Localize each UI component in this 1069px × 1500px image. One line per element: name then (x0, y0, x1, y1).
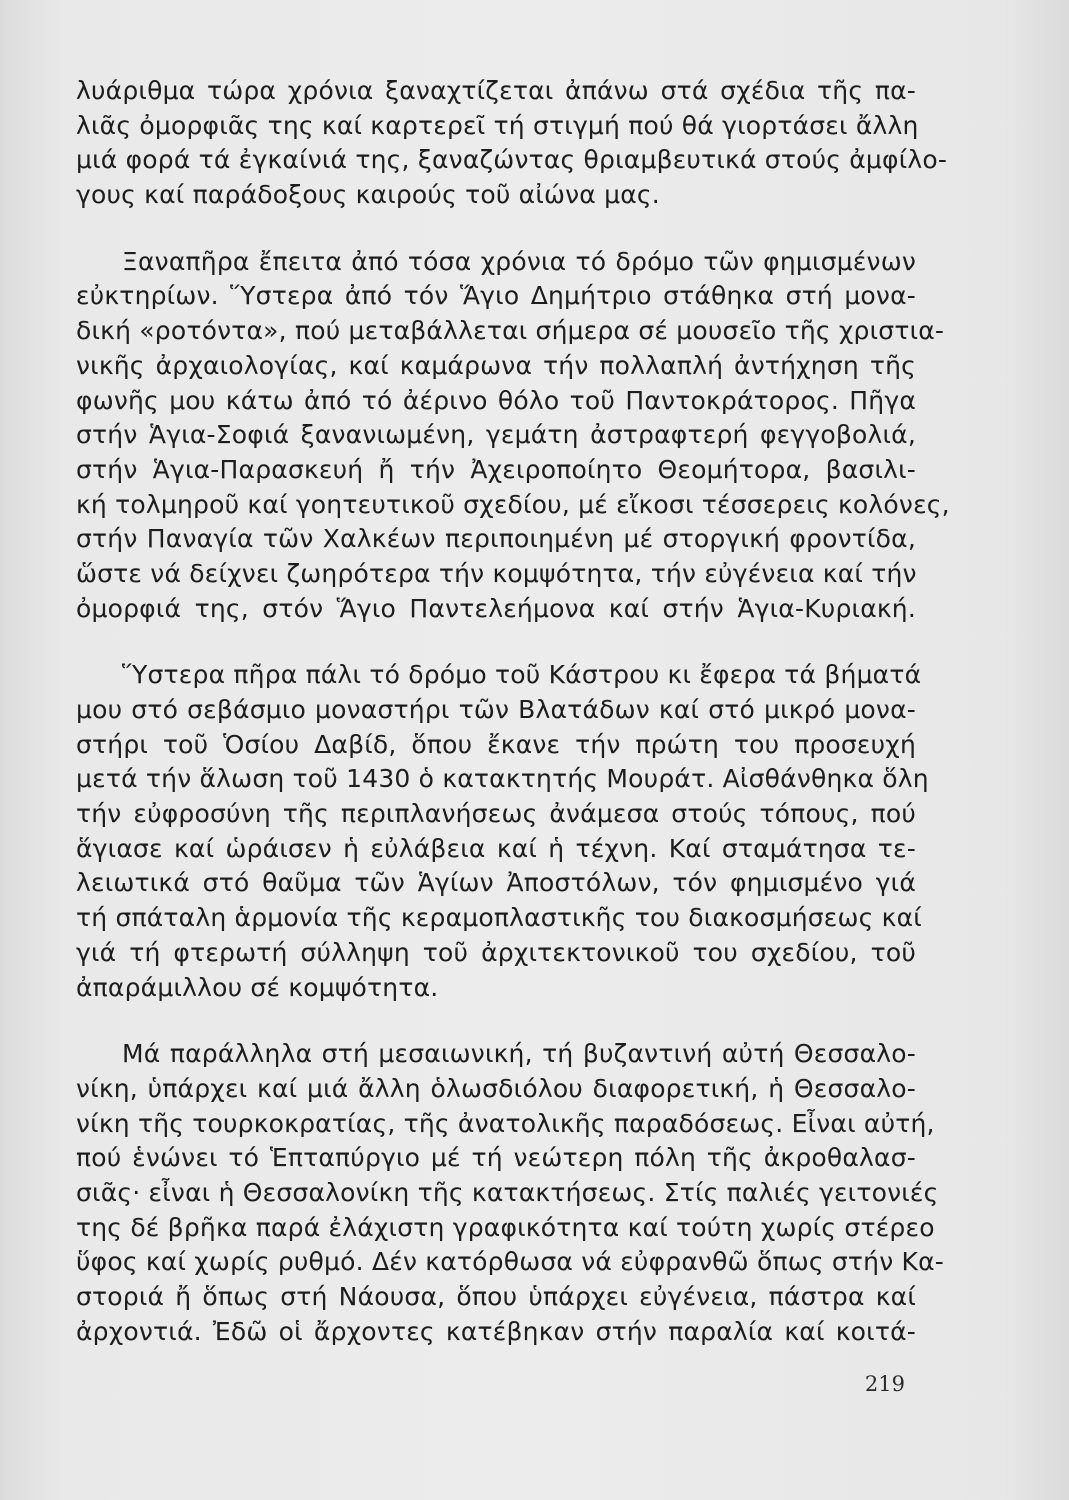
text-line: εὐκτηρίων. Ὕστερα ἀπό τόν Ἅγιο Δημήτριο στάθηκα στή μονα- (76, 281, 916, 311)
paragraph-3 (76, 658, 929, 1005)
text-line: νίκη τῆς τουρκοκρατίας, τῆς ἀνατολικῆς παραδόσεως. Εἶναι αὐτή, (76, 1108, 935, 1138)
text-line: ὀμορφιά της, στόν Ἅγιο Παντελεήμονα καί στήν Ἁγια-Κυριακή. (76, 593, 916, 623)
text-line: ἀπαράμιλλου σέ κομψότητα. (76, 972, 439, 1002)
paragraph-4 (76, 1037, 944, 1349)
text-line: ὥστε νά δείχνει ζωηρότερα τήν κομψότητα, τήν εὐγένεια καί τήν (76, 558, 917, 588)
text-line: στήρι τοῦ Ὁσίου Δαβίδ, ὅπου ἔκανε τήν πρώτη του προσευχή (76, 729, 916, 759)
text-line: νικῆς ἀρχαιολογίας, καί καμάρωνα τήν πολλαπλή ἀντήχηση τῆς (76, 350, 916, 380)
text-line: της δέ βρῆκα παρά ἐλάχιστη γραφικότητα καί τούτη χωρίς στέρεο (76, 1212, 935, 1242)
text-line: ἅγιασε καί ὡράισεν ἡ εὐλάβεια καί ἡ τέχνη. Καί σταμάτησα τε- (76, 833, 916, 863)
text-line: μετά τήν ἅλωση τοῦ 1430 ὁ κατακτητής Μουράτ. Αἰσθάνθηκα ὅλη (76, 764, 929, 794)
paragraph-1 (76, 74, 948, 213)
text-line: γιά τή φτερωτή σύλληψη τοῦ ἀρχιτεκτονικοῦ του σχεδίου, τοῦ (76, 937, 916, 967)
text-line: Μά παράλληλα στή μεσαιωνική, τή βυζαντινή αὐτή Θεσσαλο- (122, 1039, 916, 1069)
text-line: σιᾶς· εἶναι ἡ Θεσσαλονίκη τῆς κατακτήσεως. Στίς παλιές γειτονιές (76, 1177, 939, 1207)
text-line: ἀρχοντιά. Ἐδῶ οἱ ἄρχοντες κατέβηκαν στήν παραλία καί κοιτά- (76, 1316, 916, 1346)
text-line: στοριά ἤ ὅπως στή Νάουσα, ὅπου ὑπάρχει εὐγένεια, πάστρα καί (76, 1282, 916, 1311)
text-line: λειωτικά στό θαῦμα τῶν Ἁγίων Ἀποστόλων, τόν φημισμένο γιά (76, 868, 916, 898)
text-line: τή σπάταλη ἁρμονία τῆς κεραμοπλαστικῆς του διακοσμήσεως καί (76, 903, 922, 933)
text-line: στήν Ἁγια-Παρασκευή ἤ τήν Ἀχειροποίητο Θεομήτορα, βασιλι- (76, 454, 916, 484)
page-number: 219 (864, 1372, 905, 1396)
text-line: λυάριθμα τώρα χρόνια ξαναχτίζεται ἀπάνω στά σχέδια τῆς πα- (76, 76, 916, 105)
text-line: μιά φορά τά ἐγκαίνιά της, ξαναζώντας θριαμβευτικά στούς ἀμφίλο- (76, 145, 948, 175)
text-line: πού ἑνώνει τό Ἑπταπύργιο μέ τή νεώτερη πόλη τῆς ἀκροθαλασ- (76, 1143, 916, 1173)
text-line: φωνῆς μου κάτω ἀπό τό ἀέρινο θόλο τοῦ Παντοκράτορος. Πῆγα (76, 385, 916, 415)
text-line: μου στό σεβάσμιο μοναστήρι τῶν Βλατάδων καί στό μικρό μονα- (76, 695, 916, 724)
text-line: Ξαναπῆρα ἔπειτα ἀπό τόσα χρόνια τό δρόμο τῶν φημισμένων (122, 246, 916, 276)
paragraph-2 (76, 245, 950, 627)
text-line: τήν εὐφροσύνη τῆς περιπλανήσεως ἀνάμεσα στούς τόπους, πού (76, 799, 916, 829)
text-line: ὕφος καί χωρίς ρυθμό. Δέν κατόρθωσα νά εὐφρανθῶ ὅπως στήν Κα- (76, 1247, 944, 1277)
body-text (76, 74, 950, 1349)
text-line: στήν Παναγία τῶν Χαλκέων περιποιημένη μέ στοργική φροντίδα, (76, 524, 916, 554)
text-line: Ὕστερα πῆρα πάλι τό δρόμο τοῦ Κάστρου κι ἔφερα τά βήματά (122, 660, 922, 690)
text-line: κή τολμηροῦ καί γοητευτικοῦ σχεδίου, μέ εἴκοσι τέσσερεις κολόνες, (76, 489, 950, 519)
text-line: στήν Ἁγια-Σοφιά ξανανιωμένη, γεμάτη ἀστραφτερή φεγγοβολιά, (76, 420, 916, 450)
text-line: νίκη, ὑπάρχει καί μιά ἄλλη ὁλωσδιόλου διαφορετική, ἡ Θεσσαλο- (76, 1073, 916, 1103)
text-line: λιᾶς ὀμορφιᾶς της καί καρτερεῖ τή στιγμή πού θά γιορτάσει ἄλλη (76, 110, 919, 140)
text-line: δική «ροτόντα», πού μεταβάλλεται σήμερα σέ μουσεῖο τῆς χριστια- (76, 316, 945, 346)
text-line: γους καί παράδοξους καιρούς τοῦ αἰώνα μας. (76, 180, 660, 210)
